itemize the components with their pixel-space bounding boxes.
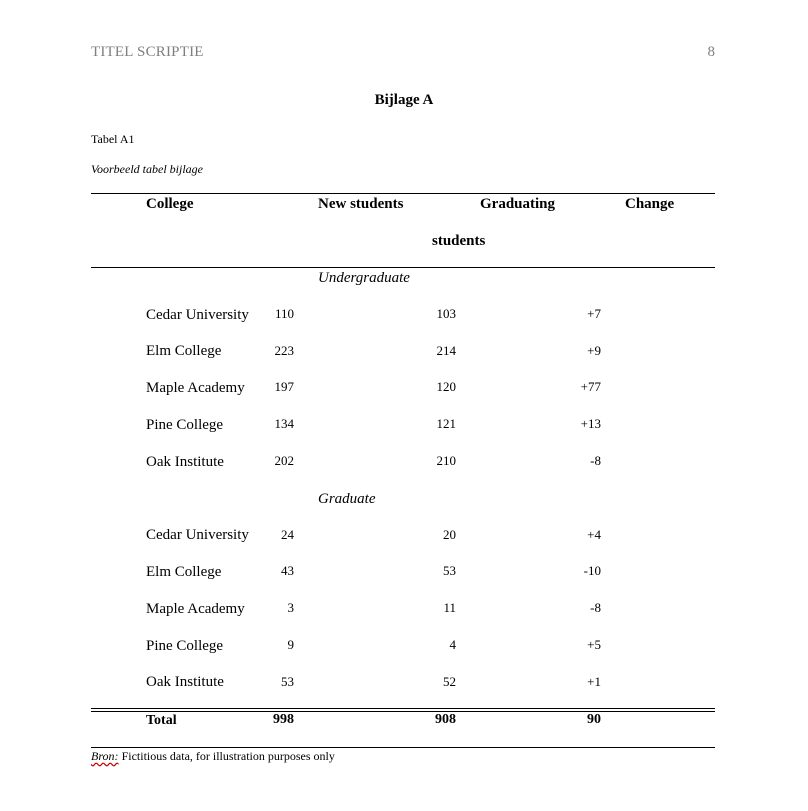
row-change: +7	[587, 306, 601, 321]
row-college: Maple Academy	[146, 380, 245, 396]
table-header-rule	[91, 267, 715, 268]
row-change: -10	[583, 563, 601, 578]
row-college: Elm College	[146, 343, 222, 359]
row-college: Oak Institute	[146, 454, 224, 470]
row-new-students: 3	[287, 600, 294, 615]
row-new-students: 9	[287, 637, 294, 652]
row-graduating: 121	[436, 416, 456, 431]
row-change: +5	[587, 637, 601, 652]
table-caption: Voorbeeld tabel bijlage	[91, 162, 203, 176]
row-change: +13	[580, 416, 601, 431]
row-change: +9	[587, 343, 601, 358]
column-header-graduating-students: students	[432, 233, 486, 249]
row-graduating: 52	[443, 674, 456, 689]
row-college: Maple Academy	[146, 601, 245, 617]
row-change: +4	[587, 527, 601, 542]
row-new-students: 43	[281, 563, 294, 578]
row-graduating: 210	[436, 453, 456, 468]
column-header-change: Change	[625, 196, 675, 212]
total-new-students: 998	[273, 712, 294, 727]
total-label: Total	[146, 713, 177, 728]
row-college: Cedar University	[146, 307, 249, 323]
source-note	[91, 749, 335, 764]
column-header-new-students: New students	[318, 196, 404, 212]
row-graduating: 20	[443, 527, 456, 542]
total-change: 90	[587, 712, 601, 727]
table-bottom-rule	[91, 747, 715, 748]
row-college: Pine College	[146, 417, 224, 433]
row-graduating: 4	[449, 637, 456, 652]
total-double-rule-top	[91, 708, 715, 709]
table-number: Tabel A1	[91, 132, 135, 146]
row-new-students: 223	[274, 343, 294, 358]
group-label-undergraduate: Undergraduate	[318, 270, 410, 286]
column-header-college: College	[146, 196, 194, 212]
row-new-students: 134	[274, 416, 294, 431]
total-graduating: 908	[435, 712, 456, 727]
row-new-students: 24	[281, 527, 294, 542]
row-change: +77	[580, 379, 601, 394]
row-change: +1	[587, 674, 601, 689]
source-label: Bron:	[91, 749, 119, 763]
running-header-title: TITEL SCRIPTIE	[91, 44, 204, 60]
group-label-graduate: Graduate	[318, 491, 376, 507]
table-top-rule	[91, 193, 715, 194]
row-change: -8	[590, 453, 601, 468]
row-college: Pine College	[146, 638, 224, 654]
row-new-students: 53	[281, 674, 294, 689]
row-change: -8	[590, 600, 601, 615]
row-graduating: 120	[436, 379, 456, 394]
row-graduating: 53	[443, 563, 456, 578]
row-college: Elm College	[146, 564, 222, 580]
column-header-graduating: Graduating	[480, 196, 556, 212]
row-college: Cedar University	[146, 527, 249, 543]
appendix-title: Bijlage A	[374, 92, 434, 108]
row-college: Oak Institute	[146, 674, 224, 690]
row-graduating: 103	[436, 306, 456, 321]
row-graduating: 214	[436, 343, 456, 358]
row-new-students: 202	[274, 453, 294, 468]
row-new-students: 197	[274, 379, 294, 394]
row-new-students: 110	[274, 306, 294, 321]
page-number: 8	[707, 44, 715, 60]
row-graduating: 11	[443, 600, 456, 615]
source-text: Fictitious data, for illustration purposes only	[118, 749, 335, 763]
